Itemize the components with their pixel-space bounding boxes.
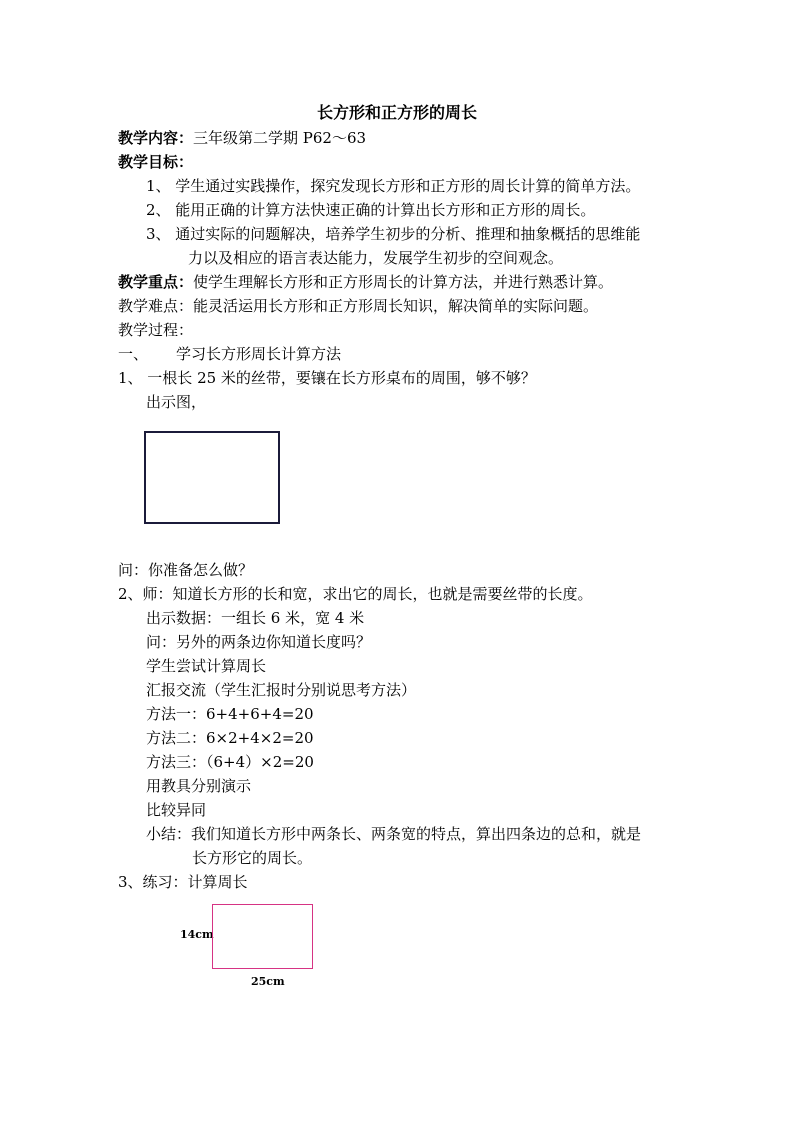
method-1: 方法一：6+4+6+4=20: [146, 705, 314, 723]
page-title: 长方形和正方形的周长: [316, 103, 477, 122]
key-point-label: 教学重点：: [118, 273, 194, 291]
goal-item-2: 2、 能用正确的计算方法快速正确的计算出长方形和正方形的周长。: [146, 201, 596, 219]
goal-item-3-cont: 力以及相应的语言表达能力，发展学生初步的空间观念。: [188, 249, 564, 267]
section1-number: 一、: [118, 345, 149, 363]
content-line: [118, 126, 366, 150]
method-3: 方法三：（6+4）×2=20: [146, 753, 314, 771]
text-line-12: 用教具分别演示: [146, 777, 252, 795]
text-line-5: 出示数据：一组长 6 米，宽 4 米: [146, 609, 365, 627]
content-label: 教学内容：: [118, 129, 194, 147]
method-2: 方法二：6×2+4×2=20: [146, 729, 314, 747]
exercise-line: 3、练习：计算周长: [118, 873, 248, 891]
text-line-6: 问：另外的两条边你知道长度吗？: [146, 633, 372, 651]
goal-item-3: 3、 通过实际的问题解决，培养学生初步的分析、推理和抽象概括的思维能: [146, 225, 641, 243]
content-value: 三年级第二学期 P62～63: [193, 129, 367, 147]
text-line-8: 汇报交流（学生汇报时分别说思考方法）: [146, 681, 417, 699]
key-point-line: [118, 270, 613, 294]
section1-title: 学习长方形周长计算方法: [176, 345, 342, 363]
text-line-1: 1、 一根长 25 米的丝带，要镶在长方形桌布的周围，够不够？: [118, 369, 536, 387]
figure2-width-label: 25cm: [251, 975, 285, 988]
process-label: 教学过程：: [118, 321, 194, 339]
rectangle-figure-1: [144, 431, 280, 524]
rectangle-figure-2: [212, 904, 313, 969]
difficulty-line: 教学难点：能灵活运用长方形和正方形周长知识，解决简单的实际问题。: [118, 297, 599, 315]
text-line-13: 比较异同: [146, 801, 207, 819]
figure2-height-label: 14cm: [180, 928, 214, 941]
key-point-value: 使学生理解长方形和正方形周长的计算方法，并进行熟悉计算。: [193, 273, 614, 291]
summary-line-cont: 长方形它的周长。: [192, 849, 313, 867]
goal-item-1: 1、 学生通过实践操作，探究发现长方形和正方形的周长计算的简单方法。: [146, 177, 641, 195]
text-line-3: 问：你准备怎么做？: [118, 561, 254, 579]
text-line-4: 2、师：知道长方形的长和宽，求出它的周长，也就是需要丝带的长度。: [118, 585, 593, 603]
text-line-7: 学生尝试计算周长: [146, 657, 267, 675]
text-line-2: 出示图，: [146, 393, 207, 411]
summary-line: 小结：我们知道长方形中两条长、两条宽的特点，算出四条边的总和，就是: [146, 825, 642, 843]
goals-label: 教学目标：: [118, 153, 194, 171]
